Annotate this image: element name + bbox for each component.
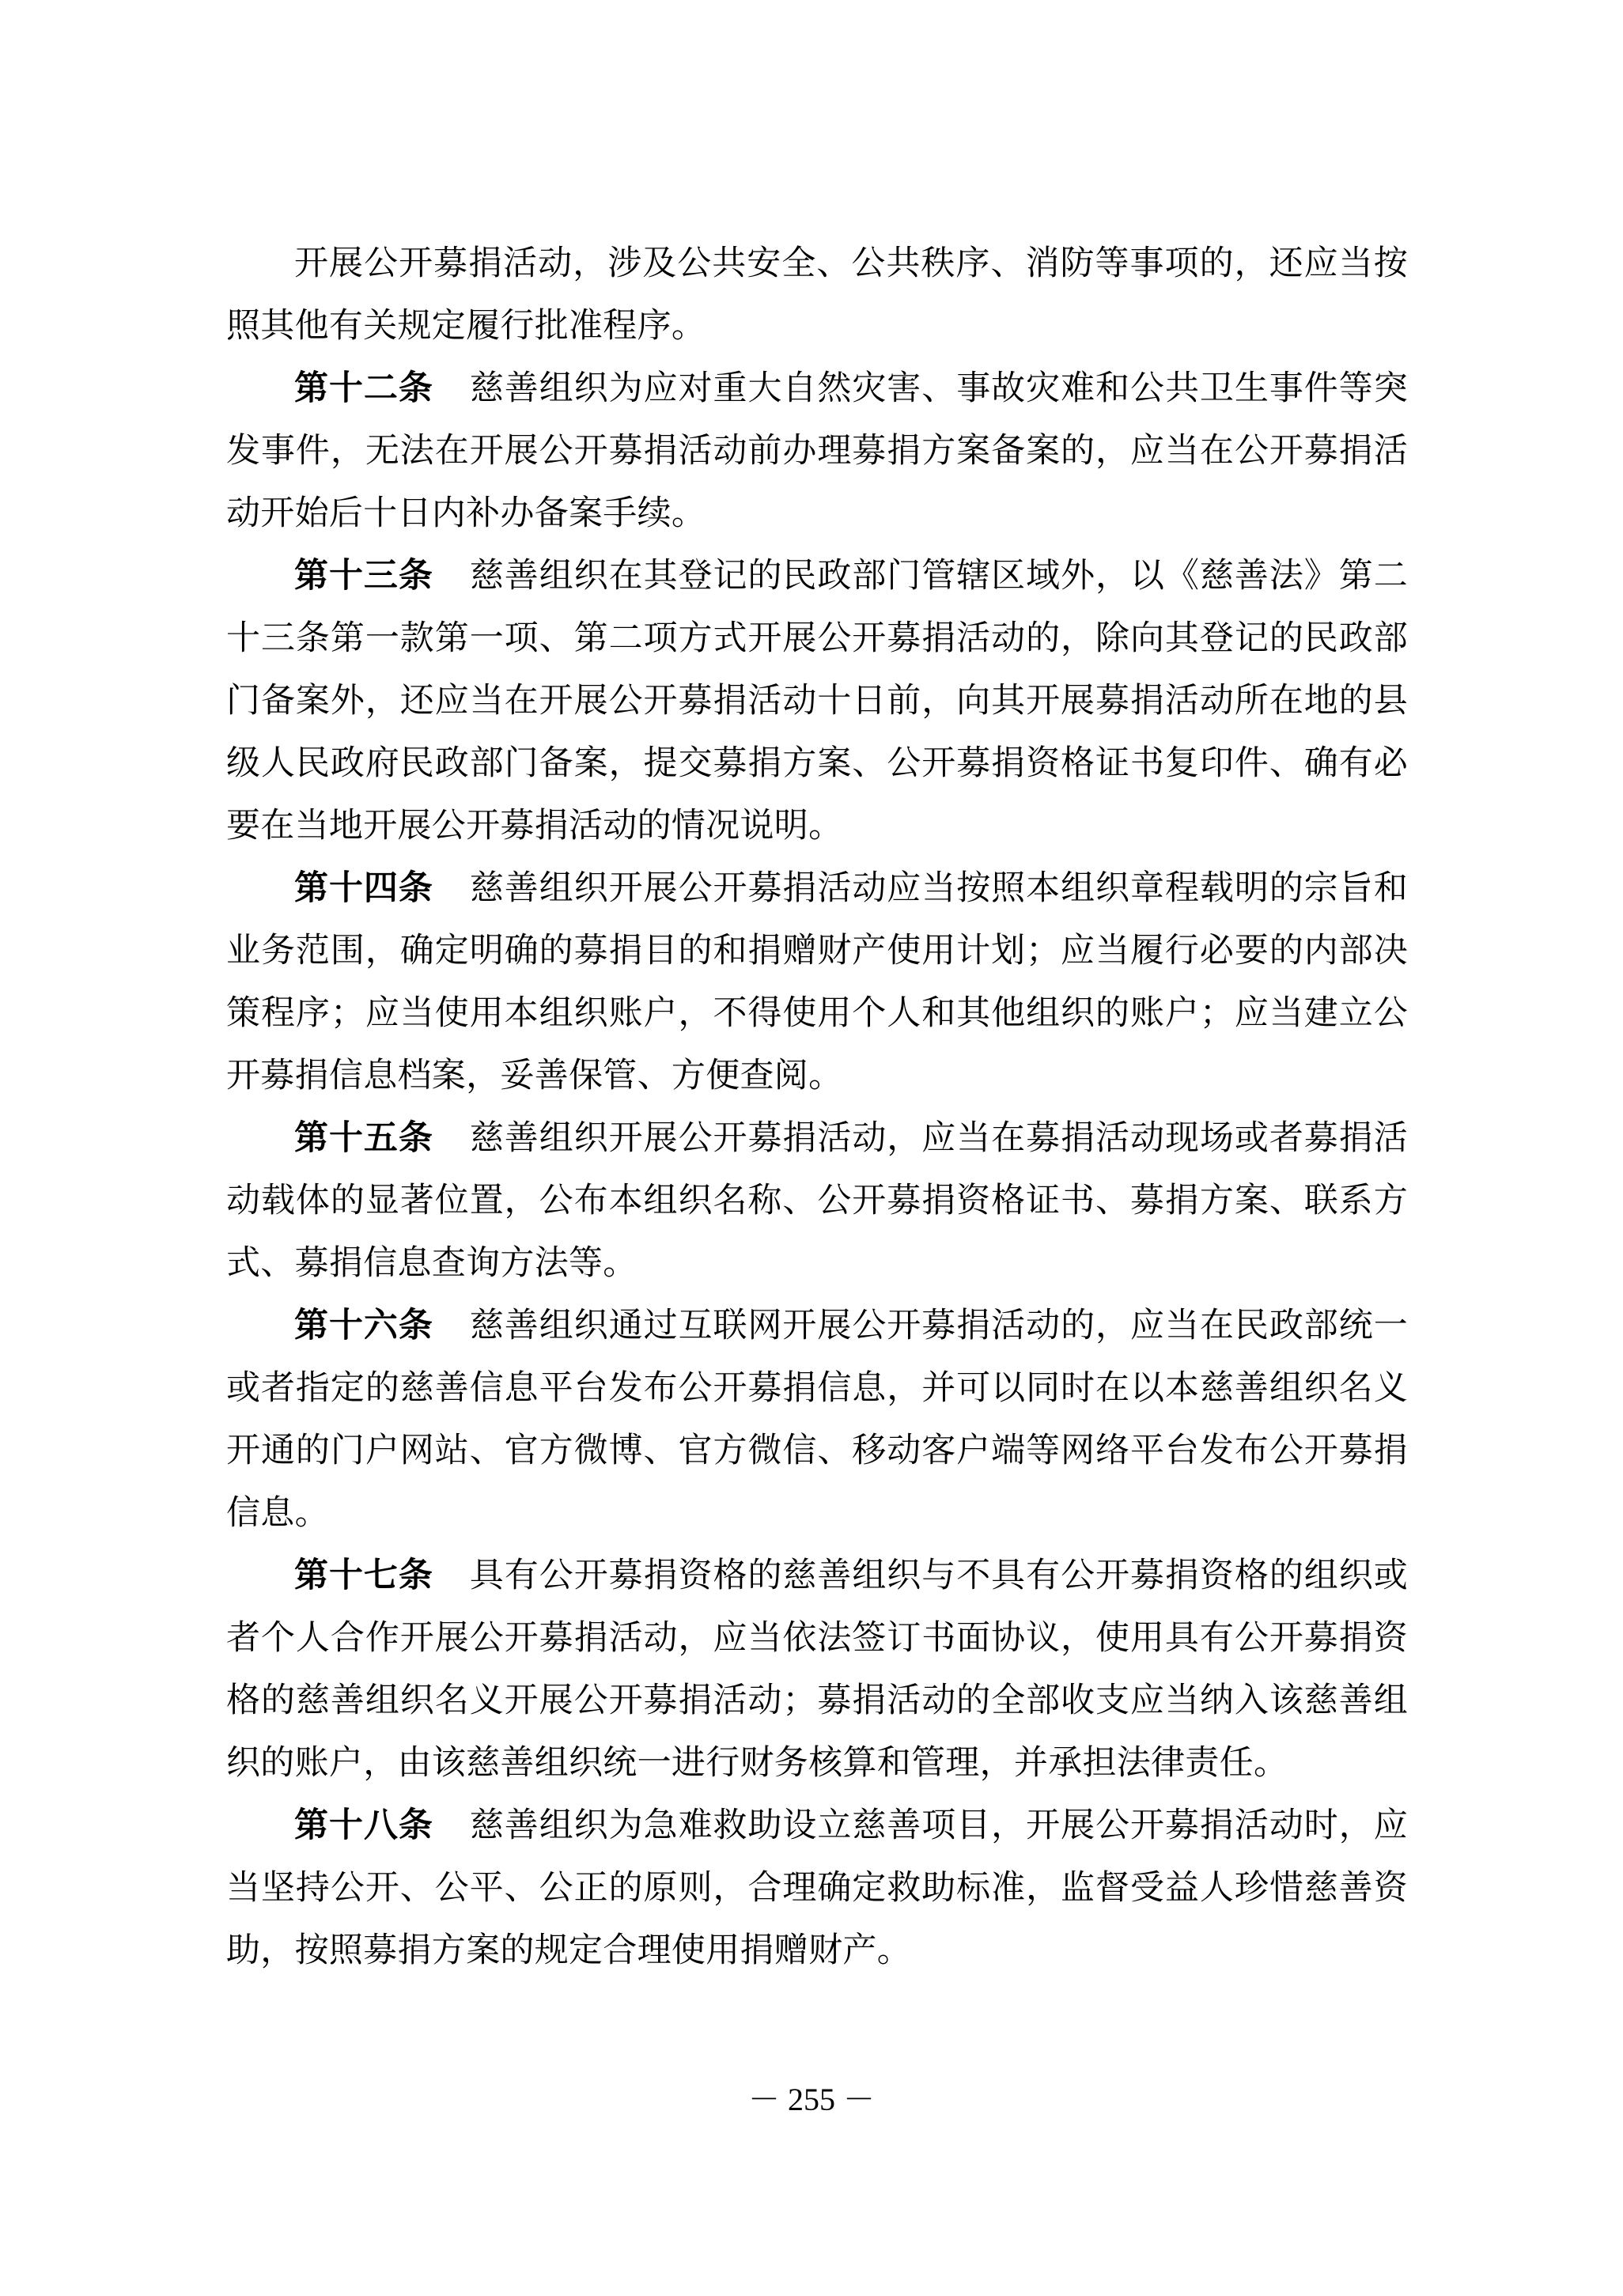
article-heading: 第十三条	[294, 556, 433, 596]
article-heading: 第十七条	[294, 1556, 433, 1595]
article-15	[226, 1107, 1408, 1295]
article-heading: 第十四条	[294, 868, 433, 908]
article-text: 慈善组织在其登记的民政部门管辖区域外，以《慈善法》第二十三条第一款第一项、第二项方式开展公开募捐活动的，除向其登记的民政部门备案外，还应当在开展公开募捐活动十日前，向其开展募捐活动所在地的县级人民政府民政部门备案，提交募捐方案、公开募捐资格证书复印件、确有必要在当地开展公开募捐活动的情况说明。	[226, 556, 1408, 845]
paragraph	[226, 233, 1408, 357]
article-text: 慈善组织为急难救助设立慈善项目，开展公开募捐活动时，应当坚持公开、公平、公正的原则，合理确定救助标准，监督受益人珍惜慈善资助，按照募捐方案的规定合理使用捐赠财产。	[226, 1806, 1408, 1970]
article-text: 慈善组织为应对重大自然灾害、事故灾难和公共卫生事件等突发事件，无法在开展公开募捐活动前办理募捐方案备案的，应当在公开募捐活动开始后十日内补办备案手续。	[226, 369, 1408, 533]
article-13	[226, 545, 1408, 857]
article-12	[226, 357, 1408, 545]
article-18	[226, 1795, 1408, 1982]
article-17	[226, 1545, 1408, 1795]
article-heading: 第十六条	[294, 1306, 433, 1345]
article-heading: 第十八条	[294, 1806, 433, 1845]
page-number: － 255 －	[748, 2082, 875, 2117]
article-16	[226, 1295, 1408, 1545]
article-text: 具有公开募捐资格的慈善组织与不具有公开募捐资格的组织或者个人合作开展公开募捐活动，应当依法签订书面协议，使用具有公开募捐资格的慈善组织名义开展公开募捐活动；募捐活动的全部收支应当纳入该慈善组织的账户，由该慈善组织统一进行财务核算和管理，并承担法律责任。	[226, 1556, 1408, 1783]
article-text: 慈善组织开展公开募捐活动，应当在募捐活动现场或者募捐活动载体的显著位置，公布本组织名称、公开募捐资格证书、募捐方案、联系方式、募捐信息查询方法等。	[226, 1118, 1408, 1283]
article-text: 慈善组织通过互联网开展公开募捐活动的，应当在民政部统一或者指定的慈善信息平台发布公开募捐信息，并可以同时在以本慈善组织名义开通的门户网站、官方微博、官方微信、移动客户端等网络平台发布公开募捐信息。	[226, 1306, 1408, 1533]
paragraph-text: 开展公开募捐活动，涉及公共安全、公共秩序、消防等事项的，还应当按照其他有关规定履行批准程序。	[226, 244, 1408, 346]
document-body	[226, 233, 1408, 1982]
article-14	[226, 857, 1408, 1107]
article-text: 慈善组织开展公开募捐活动应当按照本组织章程载明的宗旨和业务范围，确定明确的募捐目的和捐赠财产使用计划；应当履行必要的内部决策程序；应当使用本组织账户，不得使用个人和其他组织的账户；应当建立公开募捐信息档案，妥善保管、方便查阅。	[226, 868, 1408, 1095]
article-heading: 第十二条	[294, 369, 433, 408]
article-heading: 第十五条	[294, 1118, 433, 1158]
